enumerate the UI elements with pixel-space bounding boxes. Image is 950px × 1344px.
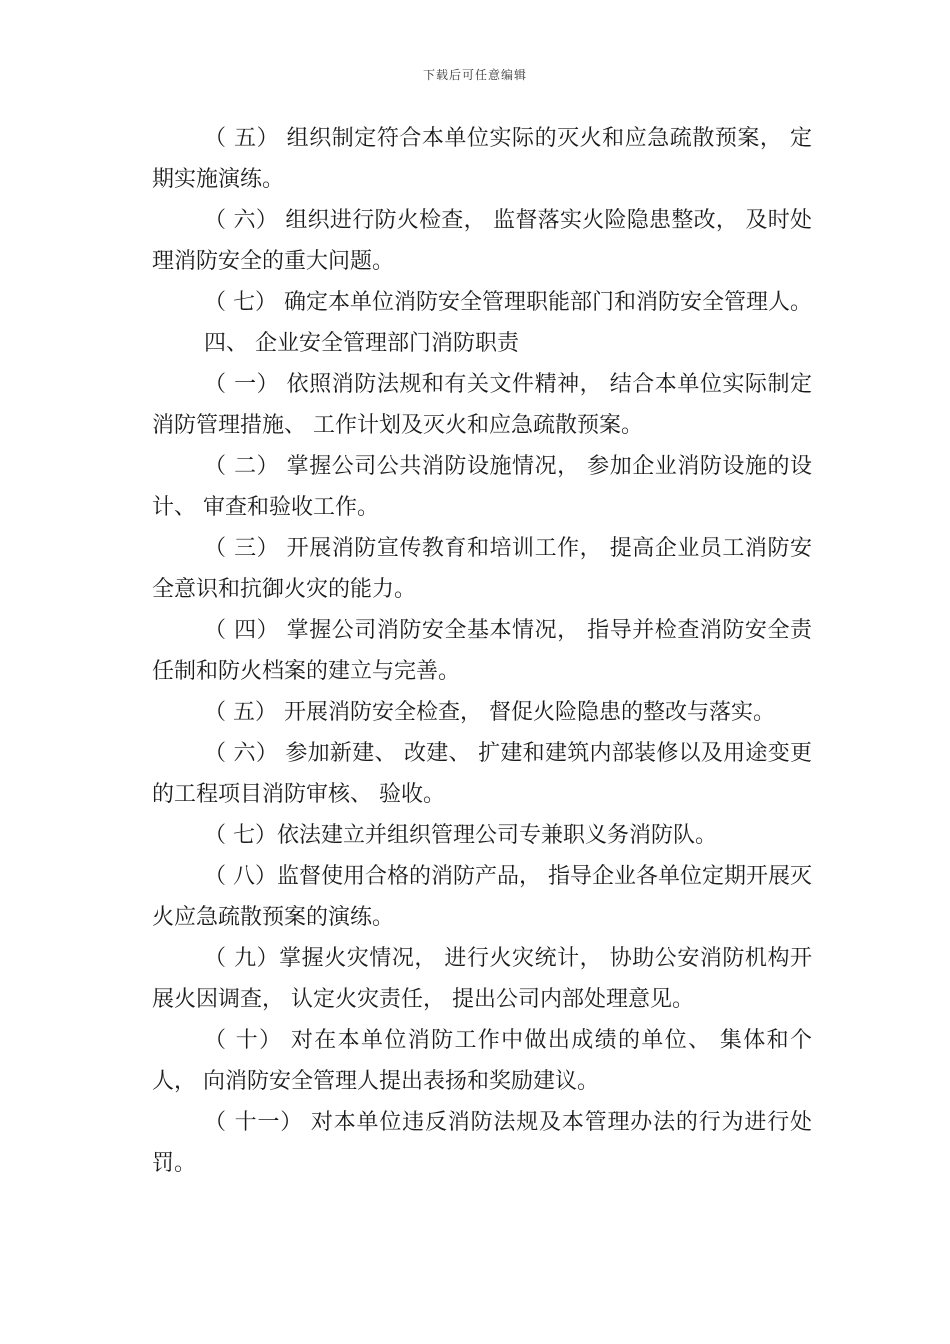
paragraph-item-4: （ 四） 掌握公司消防安全基本情况， 指导并检查消防安全责任制和防火档案的建立与完善。 [152,618,812,684]
paragraph-item-1: （ 一） 依照消防法规和有关文件精神， 结合本单位实际制定消防管理措施、 工作计划及灭火和应急疏散预案。 [152,372,812,438]
paragraph-item-3: （ 三） 开展消防宣传教育和培训工作， 提高企业员工消防安全意识和抗御火灾的能力。 [152,536,812,602]
paragraph-item-6b: （ 六） 参加新建、 改建、 扩建和建筑内部装修以及用途变更的工程项目消防审核、 验收。 [152,741,812,807]
paragraph-item-2: （ 二） 掌握公司公共消防设施情况， 参加企业消防设施的设计、 审查和验收工作。 [152,454,812,520]
document-body [152,118,812,1184]
page-header: 下载后可任意编辑 [422,68,527,82]
paragraph-item-6: （ 六） 组织进行防火检查， 监督落实火险隐患整改， 及时处理消防安全的重大问题。 [152,208,812,274]
paragraph-item-7: （ 七） 确定本单位消防安全管理职能部门和消防安全管理人。 [204,290,812,315]
paragraph-item-5: （ 五） 组织制定符合本单位实际的灭火和应急疏散预案， 定期实施演练。 [152,126,812,192]
paragraph-item-10: （ 十） 对在本单位消防工作中做出成绩的单位、 集体和个人， 向消防安全管理人提出表扬和奖励建议。 [152,1028,812,1094]
paragraph-item-11: （ 十一） 对本单位违反消防法规及本管理办法的行为进行处罚。 [152,1110,812,1176]
paragraph-item-9: （ 九）掌握火灾情况， 进行火灾统计， 协助公安消防机构开展火因调查， 认定火灾责任， 提出公司内部处理意见。 [152,946,812,1012]
paragraph-item-7b: （ 七）依法建立并组织管理公司专兼职义务消防队。 [204,823,717,848]
paragraph-item-8: （ 八）监督使用合格的消防产品， 指导企业各单位定期开展灭火应急疏散预案的演练。 [152,864,812,930]
section-heading-4: 四、 企业安全管理部门消防职责 [204,331,519,356]
paragraph-item-5b: （ 五） 开展消防安全检查， 督促火险隐患的整改与落实。 [204,700,775,725]
